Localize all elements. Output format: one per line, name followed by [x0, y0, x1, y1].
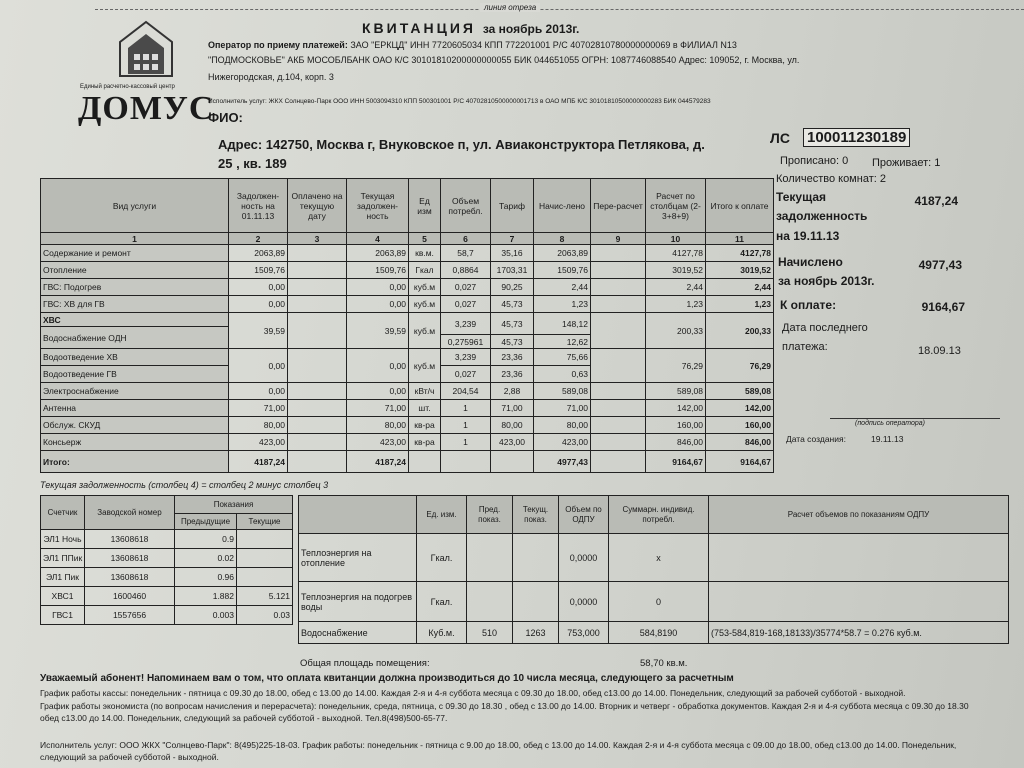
- meter-previous: 0.003: [175, 606, 237, 625]
- cell-service: Водоотведение ГВ: [41, 366, 229, 383]
- cell-total: 76,29: [706, 349, 774, 383]
- cell-paid: [288, 383, 347, 400]
- logo-name: ДОМУС: [78, 90, 215, 127]
- cell-tariff: 80,00: [491, 417, 534, 434]
- cell-service: Антенна: [41, 400, 229, 417]
- cell-debt: 80,00: [229, 417, 288, 434]
- total-cell-unit: [409, 451, 441, 473]
- cell-volume: 0,275961: [441, 335, 491, 349]
- index-cell: 8: [534, 233, 591, 245]
- cell-unit: кв.м.: [409, 245, 441, 262]
- cell-unit: шт.: [409, 400, 441, 417]
- cut-line-label: линия отреза: [480, 3, 540, 12]
- cell-current-debt: 0,00: [347, 296, 409, 313]
- cell-unit: кВт/ч: [409, 383, 441, 400]
- cell-accrued: 80,00: [534, 417, 591, 434]
- table-row: [41, 245, 774, 262]
- operator-line-1: Оператор по приему платежей: ЗАО "ЕРКЦД" ИНН 7720605034 КПП 772201001 Р/С 40702810780000000069 в ФИЛИАЛ N13: [208, 40, 737, 50]
- cell-tariff: 1703,31: [491, 262, 534, 279]
- rooms-count: Количество комнат: 2: [776, 173, 886, 185]
- odpu-individual: 584,8190: [609, 622, 709, 644]
- cell-service: Обслуж. СКУД: [41, 417, 229, 434]
- index-cell: 11: [706, 233, 774, 245]
- cell-service: Водоотведение ХВ: [41, 349, 229, 366]
- current-debt-label-3: на 19.11.13: [776, 229, 840, 243]
- cell-total: 200,33: [706, 313, 774, 349]
- index-cell: 2: [229, 233, 288, 245]
- cell-recalc: [591, 279, 646, 296]
- table-row: [41, 568, 293, 587]
- cell-recalc: [591, 245, 646, 262]
- cell-recalc: [591, 434, 646, 451]
- cell-calc: 160,00: [646, 417, 706, 434]
- cell-total: 4127,78: [706, 245, 774, 262]
- meter-serial: 1557656: [85, 606, 175, 625]
- economist-schedule-2: обед с13.00 до 14.00. Понедельник, следующий за рабочей субботой - выходной. Тел.8(498)500-65-77.: [40, 713, 448, 723]
- meters-rows: [41, 530, 293, 625]
- odpu-unit: Куб.м.: [417, 622, 467, 644]
- cell-volume: 1: [441, 417, 491, 434]
- formula-note: Текущая задолженность (столбец 4) = столбец 2 минус столбец 3: [40, 480, 329, 490]
- receipt-title: КВИТАНЦИЯ за ноябрь 2013г.: [362, 20, 580, 36]
- cell-current-debt: 0,00: [347, 349, 409, 383]
- economist-schedule-1: График работы экономиста (по вопросам начисления и перерасчета): понедельник, среда, пятница, с 09.30 до 18.30 , обед с 13.00 до 14.00. Вторник и четверг - обработка документов. Каждая 2-я и 4-я суббота месяца с 09.30 до 18.30: [40, 701, 969, 711]
- meter-name: ЭЛ1 Пик: [41, 568, 85, 587]
- cell-paid: [288, 400, 347, 417]
- odpu-prev: 510: [467, 622, 513, 644]
- meter-previous: 1.882: [175, 587, 237, 606]
- cell-paid: [288, 279, 347, 296]
- cell-total: 3019,52: [706, 262, 774, 279]
- cell-recalc: [591, 400, 646, 417]
- col-header-volume: Объем потребл.: [441, 179, 491, 233]
- cell-recalc: [591, 349, 646, 383]
- cell-unit: Гкал: [409, 262, 441, 279]
- cell-tariff: 90,25: [491, 279, 534, 296]
- col-header-recalc: Пере-расчет: [591, 179, 646, 233]
- cell-debt: 0,00: [229, 383, 288, 400]
- cell-volume: 204,54: [441, 383, 491, 400]
- cell-accrued: 75,66: [534, 349, 591, 366]
- cell-total: 142,00: [706, 400, 774, 417]
- cell-calc: 142,00: [646, 400, 706, 417]
- cell-service: ХВС: [41, 313, 229, 327]
- cell-volume: 58,7: [441, 245, 491, 262]
- cell-recalc: [591, 417, 646, 434]
- total-cell-volume: [441, 451, 491, 473]
- meters-col-previous: Предыдущие: [175, 514, 237, 530]
- odpu-name: Теплоэнергия на подогрев воды: [299, 582, 417, 622]
- odpu-individual: x: [609, 534, 709, 582]
- total-cell-tariff: [491, 451, 534, 473]
- cell-recalc: [591, 262, 646, 279]
- payment-notice: Уважаемый абонент! Напоминаем вам о том, что оплата квитанции должна производиться до 10 числа месяца, следующего за расчетным: [40, 673, 734, 684]
- charges-total-row: [41, 451, 774, 473]
- total-cell-debt: 4187,24: [229, 451, 288, 473]
- cell-current-debt: 71,00: [347, 400, 409, 417]
- col-header-calc: Расчет по столбцам (2-3+8+9): [646, 179, 706, 233]
- cell-accrued: 71,00: [534, 400, 591, 417]
- cell-current-debt: 2063,89: [347, 245, 409, 262]
- cell-total: 1,23: [706, 296, 774, 313]
- operator-line-2: "ПОДМОСКОВЬЕ" АКБ МОСОБЛБАНК ОАО К/С 30101810200000000055 БИК 044651055 ОГРН: 1087746088540 Адрес: 109052, г. Москва, ул.: [208, 55, 800, 65]
- meter-current: 5.121: [237, 587, 293, 606]
- odpu-cur: [513, 582, 559, 622]
- cut-line: [95, 9, 1024, 10]
- address-line-1: Адрес: 142750, Москва г, Внуковское п, ул. Авиаконструктора Петлякова, д.: [218, 137, 705, 152]
- created-label: Дата создания:: [786, 434, 846, 444]
- meters-col-readings: Показания: [175, 496, 293, 514]
- cell-accrued: 2,44: [534, 279, 591, 296]
- executor-footer-2: следующий за рабочей субботой - выходной.: [40, 752, 219, 762]
- last-payment-label-2: платежа:: [782, 341, 828, 353]
- table-row: [299, 622, 1009, 644]
- meter-serial: 13608618: [85, 549, 175, 568]
- cell-debt: 1509,76: [229, 262, 288, 279]
- cell-unit: кв-ра: [409, 417, 441, 434]
- charges-table: [40, 178, 774, 473]
- odpu-col-unit: Ед. изм.: [417, 496, 467, 534]
- meter-previous: 0.96: [175, 568, 237, 587]
- total-label: Итого:: [41, 451, 229, 473]
- meter-current: [237, 568, 293, 587]
- charges-rows-b: [41, 383, 774, 451]
- cell-accrued: 148,12: [534, 313, 591, 335]
- odpu-col-cur: Текущ. показ.: [513, 496, 559, 534]
- odpu-volume: 0,0000: [559, 582, 609, 622]
- cell-paid: [288, 245, 347, 262]
- index-cell: 5: [409, 233, 441, 245]
- odpu-col-prev: Пред. показ.: [467, 496, 513, 534]
- table-row: [41, 417, 774, 434]
- charges-index-row: [41, 233, 774, 245]
- cell-tariff: 45,73: [491, 296, 534, 313]
- odpu-volume: 753,000: [559, 622, 609, 644]
- address-line-2: 25 , кв. 189: [218, 156, 287, 171]
- meter-name: ЭЛ1 Ночь: [41, 530, 85, 549]
- odpu-col-name: [299, 496, 417, 534]
- cell-calc: 846,00: [646, 434, 706, 451]
- odpu-prev: [467, 534, 513, 582]
- odpu-header-row: [299, 496, 1009, 534]
- table-row: [41, 313, 774, 327]
- index-cell: 4: [347, 233, 409, 245]
- col-header-service: Вид услуги: [41, 179, 229, 233]
- accrued-label-1: Начислено: [778, 255, 843, 269]
- cell-calc: 2,44: [646, 279, 706, 296]
- table-row: [299, 534, 1009, 582]
- odpu-name: Теплоэнергия на отопление: [299, 534, 417, 582]
- table-row: [41, 530, 293, 549]
- cell-debt: 0,00: [229, 279, 288, 296]
- col-header-total: Итого к оплате: [706, 179, 774, 233]
- to-pay-value: 9164,67: [921, 300, 965, 314]
- executor-line: Исполнитель услуг: ЖКХ Солнцево-Парк ООО ИНН 5003094310 КПП 500301001 Р/С 40702810500000001713 в ОАО МПБ К/С 30101810500000000283 БИК 044579283: [208, 98, 711, 105]
- cell-recalc: [591, 296, 646, 313]
- cell-tariff: 23,36: [491, 366, 534, 383]
- cell-service: ГВС: Подогрев: [41, 279, 229, 296]
- cell-unit: кв-ра: [409, 434, 441, 451]
- meter-serial: 1600460: [85, 587, 175, 606]
- cell-tariff: 23,36: [491, 349, 534, 366]
- cell-accrued: 589,08: [534, 383, 591, 400]
- meter-current: 0.03: [237, 606, 293, 625]
- domus-logo-icon: [118, 20, 174, 78]
- col-header-unit: Ед изм: [409, 179, 441, 233]
- signature-line: [830, 418, 1000, 419]
- area-label: Общая площадь помещения:: [300, 658, 430, 669]
- cash-schedule: График работы кассы: понедельник - пятница с 09.30 до 18.00, обед с 13.00 до 14.00. Каждая 2-я и 4-я суббота месяца с 09.30 до 18.00, обед с13.00 до 14.00. Понедельник, следующий за рабочей субботой - выходной.: [40, 688, 906, 698]
- odpu-col-volume: Объем по ОДПУ: [559, 496, 609, 534]
- table-row: [41, 587, 293, 606]
- cell-unit: куб.м: [409, 279, 441, 296]
- odpu-volume: 0,0000: [559, 534, 609, 582]
- index-cell: 10: [646, 233, 706, 245]
- odpu-cur: [513, 534, 559, 582]
- table-row: [41, 349, 774, 366]
- cell-debt: 39,59: [229, 313, 288, 349]
- cell-current-debt: 1509,76: [347, 262, 409, 279]
- cell-paid: [288, 434, 347, 451]
- table-row: [41, 606, 293, 625]
- table-row: [41, 296, 774, 313]
- cell-total: 846,00: [706, 434, 774, 451]
- cell-calc: 4127,78: [646, 245, 706, 262]
- meters-col-meter: Счетчик: [41, 496, 85, 530]
- cell-calc: 200,33: [646, 313, 706, 349]
- cell-service: Консьерж: [41, 434, 229, 451]
- cell-current-debt: 423,00: [347, 434, 409, 451]
- odpu-calc: [709, 534, 1009, 582]
- cell-total: 160,00: [706, 417, 774, 434]
- odpu-prev: [467, 582, 513, 622]
- cell-paid: [288, 417, 347, 434]
- cell-current-debt: 0,00: [347, 279, 409, 296]
- index-cell: 7: [491, 233, 534, 245]
- cell-service: Отопление: [41, 262, 229, 279]
- meters-header-row: [41, 496, 293, 514]
- table-row: [41, 434, 774, 451]
- cell-tariff: 35,16: [491, 245, 534, 262]
- cell-volume: 3,239: [441, 313, 491, 335]
- account-number: 100011230189: [803, 128, 910, 147]
- odpu-col-individual: Суммарн. индивид. потребл.: [609, 496, 709, 534]
- cell-volume: 3,239: [441, 349, 491, 366]
- cell-paid: [288, 262, 347, 279]
- cell-volume: 0,8864: [441, 262, 491, 279]
- odpu-unit: Гкал.: [417, 534, 467, 582]
- cell-recalc: [591, 313, 646, 349]
- cell-accrued: 2063,89: [534, 245, 591, 262]
- total-cell-total: 9164,67: [706, 451, 774, 473]
- cell-tariff: 45,73: [491, 313, 534, 335]
- cell-paid: [288, 349, 347, 383]
- cell-tariff: 45,73: [491, 335, 534, 349]
- cell-total: 2,44: [706, 279, 774, 296]
- cell-current-debt: 0,00: [347, 383, 409, 400]
- executor-footer-1: Исполнитель услуг: ООО ЖКХ "Солнцево-Парк": 8(495)225-18-03. График работы: понедельник - пятница с 9.00 до 18.00, обед с 13.00 до 14.00. Каждая 2-я и 4-я суббота месяца с 09.00 до 18.00, обед с13.00 до 14.00. Понедельник,: [40, 740, 957, 750]
- odpu-table: [298, 495, 1009, 644]
- fio-label: ФИО:: [208, 110, 243, 125]
- meters-col-current: Текущие: [237, 514, 293, 530]
- table-row: [41, 279, 774, 296]
- meters-col-serial: Заводской номер: [85, 496, 175, 530]
- charges-header-row: [41, 179, 774, 233]
- cell-tariff: 71,00: [491, 400, 534, 417]
- table-row: [41, 400, 774, 417]
- signature-label: (подпись оператора): [855, 420, 926, 427]
- cell-volume: 0,027: [441, 296, 491, 313]
- col-header-accrued: Начис-лено: [534, 179, 591, 233]
- accrued-label-2: за ноябрь 2013г.: [778, 274, 875, 288]
- total-cell-recalc: [591, 451, 646, 473]
- table-row: [299, 582, 1009, 622]
- cell-calc: 589,08: [646, 383, 706, 400]
- cell-debt: 0,00: [229, 296, 288, 313]
- cell-debt: 2063,89: [229, 245, 288, 262]
- cell-volume: 0,027: [441, 279, 491, 296]
- cell-debt: 71,00: [229, 400, 288, 417]
- table-row: [41, 262, 774, 279]
- meter-serial: 13608618: [85, 530, 175, 549]
- total-cell-current-debt: 4187,24: [347, 451, 409, 473]
- cell-service: Содержание и ремонт: [41, 245, 229, 262]
- table-row: [41, 549, 293, 568]
- created-value: 19.11.13: [871, 434, 904, 444]
- cell-unit: куб.м: [409, 349, 441, 383]
- cell-recalc: [591, 383, 646, 400]
- last-payment-value: 18.09.13: [918, 345, 961, 357]
- living-count: Проживает: 1: [872, 157, 941, 169]
- odpu-calc: (753-584,819-168,18133)/35774*58.7 = 0.276 куб.м.: [709, 622, 1009, 644]
- cell-debt: 423,00: [229, 434, 288, 451]
- index-cell: 6: [441, 233, 491, 245]
- last-payment-label-1: Дата последнего: [782, 322, 868, 334]
- odpu-calc: [709, 582, 1009, 622]
- total-cell-calc: 9164,67: [646, 451, 706, 473]
- odpu-col-calc: Расчет объемов по показаниям ОДПУ: [709, 496, 1009, 534]
- cell-volume: 1: [441, 434, 491, 451]
- cell-unit: куб.м: [409, 296, 441, 313]
- cell-tariff: 423,00: [491, 434, 534, 451]
- area-value: 58,70 кв.м.: [640, 658, 688, 669]
- meter-name: ХВС1: [41, 587, 85, 606]
- cell-paid: [288, 296, 347, 313]
- cell-volume: 0,027: [441, 366, 491, 383]
- total-cell-accrued: 4977,43: [534, 451, 591, 473]
- cell-current-debt: 80,00: [347, 417, 409, 434]
- col-header-current-debt: Текущая задолжен-ность: [347, 179, 409, 233]
- odpu-cur: 1263: [513, 622, 559, 644]
- cell-accrued: 423,00: [534, 434, 591, 451]
- cell-accrued: 1,23: [534, 296, 591, 313]
- col-header-tariff: Тариф: [491, 179, 534, 233]
- odpu-name: Водоснабжение: [299, 622, 417, 644]
- meter-name: ЭЛ1 ППик: [41, 549, 85, 568]
- account-label: ЛС: [770, 130, 790, 146]
- current-debt-label-1: Текущая: [776, 190, 827, 204]
- cell-debt: 0,00: [229, 349, 288, 383]
- meter-serial: 13608618: [85, 568, 175, 587]
- cell-calc: 1,23: [646, 296, 706, 313]
- meters-table: [40, 495, 293, 625]
- odpu-individual: 0: [609, 582, 709, 622]
- cell-tariff: 2,88: [491, 383, 534, 400]
- odpu-unit: Гкал.: [417, 582, 467, 622]
- col-header-paid: Оплачено на текущую дату: [288, 179, 347, 233]
- meter-name: ГВС1: [41, 606, 85, 625]
- cell-calc: 3019,52: [646, 262, 706, 279]
- cell-service: ГВС: ХВ для ГВ: [41, 296, 229, 313]
- current-debt-label-2: задолженность: [776, 209, 868, 223]
- cell-accrued: 0,63: [534, 366, 591, 383]
- index-cell: 9: [591, 233, 646, 245]
- logo-tagline: Единый расчетно-кассовый центр: [80, 84, 175, 90]
- meter-previous: 0.02: [175, 549, 237, 568]
- meter-previous: 0.9: [175, 530, 237, 549]
- table-row: [41, 383, 774, 400]
- registered-count: Прописано: 0: [780, 155, 849, 167]
- operator-line-3: Нижегородская, д.104, корп. 3: [208, 72, 334, 82]
- cell-calc: 76,29: [646, 349, 706, 383]
- cell-current-debt: 39,59: [347, 313, 409, 349]
- charges-rows-a: [41, 245, 774, 313]
- col-header-debt: Задолжен-ность на 01.11.13: [229, 179, 288, 233]
- accrued-value: 4977,43: [918, 258, 962, 272]
- index-cell: 3: [288, 233, 347, 245]
- meter-current: [237, 549, 293, 568]
- current-debt-value: 4187,24: [914, 194, 958, 208]
- total-cell-paid: [288, 451, 347, 473]
- index-cell: 1: [41, 233, 229, 245]
- meter-current: [237, 530, 293, 549]
- cell-service: Водоснабжение ОДН: [41, 327, 229, 349]
- cell-accrued: 12,62: [534, 335, 591, 349]
- cell-accrued: 1509,76: [534, 262, 591, 279]
- cell-paid: [288, 313, 347, 349]
- odpu-rows: [299, 534, 1009, 644]
- cell-service: Электроснабжение: [41, 383, 229, 400]
- cell-total: 589,08: [706, 383, 774, 400]
- cell-volume: 1: [441, 400, 491, 417]
- to-pay-label: К оплате:: [780, 298, 837, 312]
- cell-unit: куб.м: [409, 313, 441, 349]
